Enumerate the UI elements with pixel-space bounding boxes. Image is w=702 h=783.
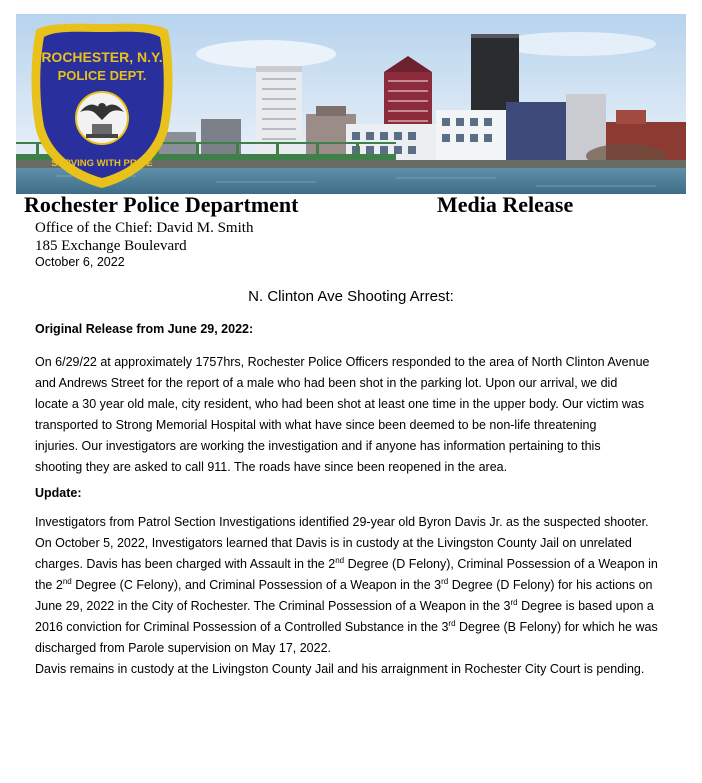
update-heading: Update: xyxy=(35,486,82,500)
body-line: On October 5, 2022, Investigators learned that Davis is in custody at the Livingston County Jail on unrelated xyxy=(35,536,632,550)
body-line: June 29, 2022 in the City of Rochester. The Criminal Possession of a Weapon in the 3rd Degree is based upon a xyxy=(35,598,654,613)
release-headline: N. Clinton Ave Shooting Arrest: xyxy=(248,288,454,305)
body-line: On 6/29/22 at approximately 1757hrs, Rochester Police Officers responded to the area of North Clinton Avenue xyxy=(35,355,650,369)
badge-line2: POLICE DEPT. xyxy=(57,68,147,83)
body-line: transported to Strong Memorial Hospital with what have since been deemed to be non-life threatening xyxy=(35,418,597,432)
body-line: the 2nd Degree (C Felony), and Criminal Possession of a Weapon in the 3rd Degree (D Felony) for his actions on xyxy=(35,577,653,592)
body-line: Investigators from Patrol Section Investigations identified 29-year old Byron Davis Jr. as the suspected shooter. xyxy=(35,515,649,529)
body-line: 2016 conviction for Criminal Possession of a Controlled Substance in the 3rd Degree (B Felony) for which he was xyxy=(35,619,658,634)
office-of-chief: Office of the Chief: David M. Smith xyxy=(35,220,254,236)
title-row xyxy=(24,192,684,222)
police-badge-logo xyxy=(28,20,176,190)
eagle-icon xyxy=(76,92,128,144)
body-line: shooting they are asked to call 911. The roads have since been reopened in the area. xyxy=(35,460,508,474)
department-name: Rochester Police Department xyxy=(24,192,299,217)
body-line: charges. Davis has been charged with Assault in the 2nd Degree (D Felony), Criminal Possession of a Weapon in xyxy=(35,556,658,571)
body-line: injuries. Our investigators are working the investigation and if anyone has information pertaining to this xyxy=(35,439,601,453)
release-date: October 6, 2022 xyxy=(35,255,125,269)
body-line: and Andrews Street for the report of a male who had been shot in the parking lot. Upon our arrival, we did xyxy=(35,376,618,390)
badge-motto: SERVING WITH PRIDE xyxy=(51,158,153,169)
office-address: 185 Exchange Boulevard xyxy=(35,238,187,254)
body-line: discharged from Parole supervision on May 17, 2022. xyxy=(35,641,331,655)
document-type: Media Release xyxy=(437,192,574,217)
original-release-heading: Original Release from June 29, 2022: xyxy=(35,322,254,336)
closing-paragraph: Davis remains in custody at the Livingston County Jail and his arraignment in Rochester City Court is pending. xyxy=(35,662,645,676)
badge-line1: ROCHESTER, N.Y. xyxy=(41,49,163,65)
update-body xyxy=(35,512,675,659)
original-release-body xyxy=(35,352,675,478)
body-line: locate a 30 year old male, city resident, who had been shot at least one time in the upper body. Our victim was xyxy=(35,397,645,411)
office-block xyxy=(35,219,253,255)
